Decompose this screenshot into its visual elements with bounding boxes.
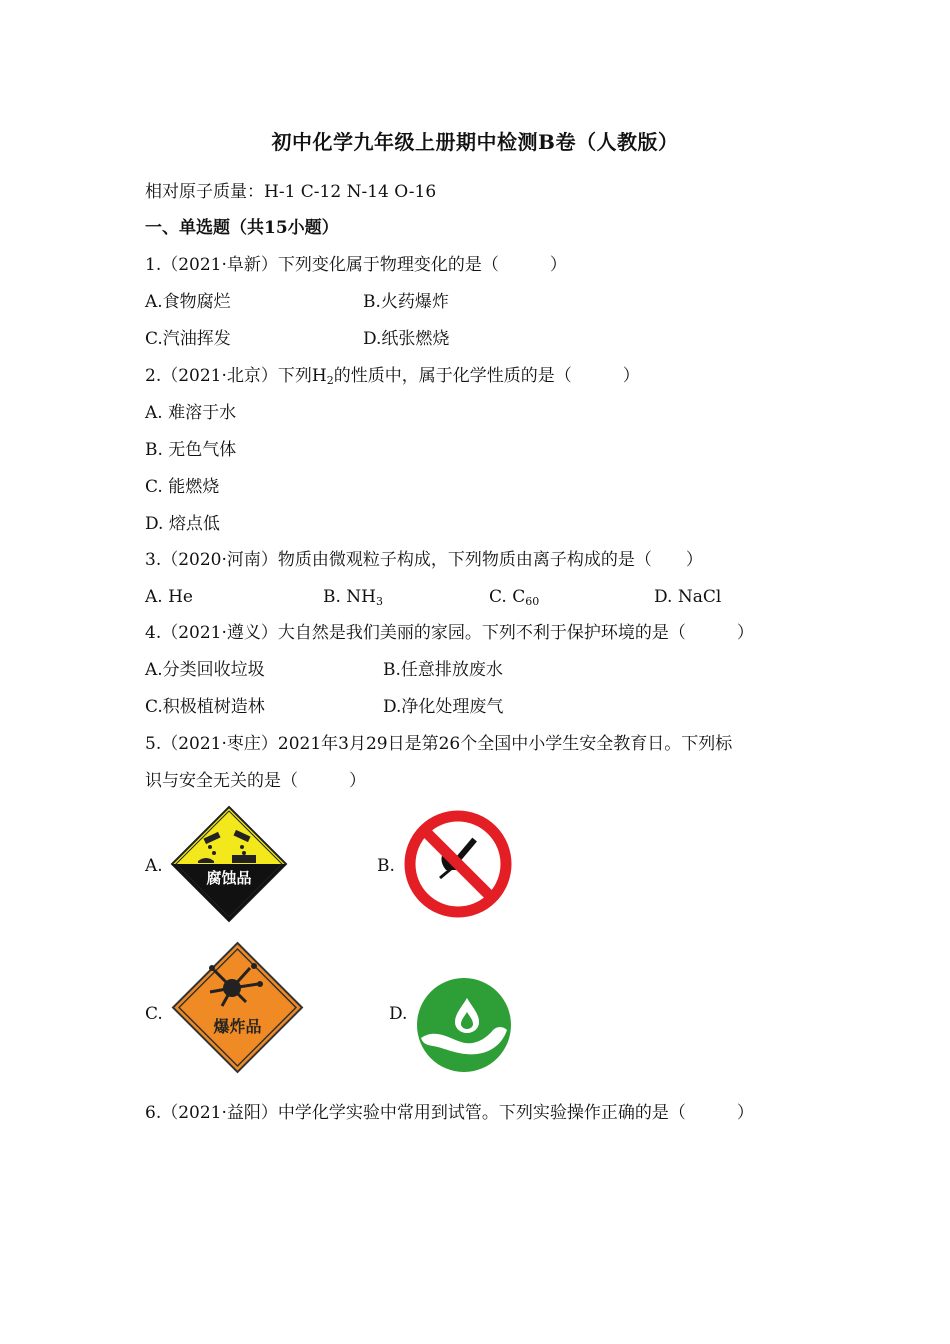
q2-stem-text: 2.（2021·北京）下列H xyxy=(145,366,327,386)
question-1-stem: 1.（2021·阜新）下列变化属于物理变化的是（ ） xyxy=(145,255,567,275)
no-fire-sign-icon[interactable] xyxy=(402,808,514,920)
q2-option-c[interactable]: C. 能燃烧 xyxy=(145,477,220,497)
q3-option-c-subscript: 60 xyxy=(525,595,540,608)
q3-option-b-subscript: 3 xyxy=(376,595,384,608)
question-2-stem xyxy=(145,365,640,392)
question-5-stem-line-1: 5.（2021·枣庄）2021年3月29日是第26个全国中小学生安全教育日。下列标 xyxy=(145,734,733,754)
q1-option-d[interactable]: D.纸张燃烧 xyxy=(363,329,450,349)
atomic-mass-line: 相对原子质量：H-1 C-12 N-14 O-16 xyxy=(145,182,437,202)
q5-option-a-label[interactable]: A. xyxy=(145,856,163,876)
q3-option-d[interactable] xyxy=(654,586,721,608)
q4-option-c[interactable]: C.积极植树造林 xyxy=(145,697,265,717)
question-4-stem: 4.（2021·遵义）大自然是我们美丽的家园。下列不利于保护环境的是（ ） xyxy=(145,623,754,643)
q5-option-d-label[interactable]: D. xyxy=(389,1004,408,1024)
question-5-stem-line-2: 识与安全无关的是（ ） xyxy=(145,771,366,791)
q3-option-a[interactable] xyxy=(145,586,193,608)
q5-option-c-label[interactable]: C. xyxy=(145,1004,163,1024)
q4-option-d[interactable]: D.净化处理废气 xyxy=(383,697,504,717)
q2-option-a[interactable]: A. 难溶于水 xyxy=(145,403,237,423)
corrosive-sign-text: 腐蚀品 xyxy=(206,869,252,887)
q5-option-b-label[interactable]: B. xyxy=(377,856,395,876)
q2-stem-subscript: 2 xyxy=(326,374,334,387)
q2-stem-text-end: 的性质中，属于化学性质的是（ ） xyxy=(333,366,640,386)
q3-option-a-text: A. He xyxy=(145,587,193,607)
q3-option-d-text: D. NaCl xyxy=(654,587,722,607)
section-heading: 一、单选题（共15小题） xyxy=(145,218,339,238)
explosive-sign-icon[interactable] xyxy=(170,940,305,1075)
question-3-stem: 3.（2020·河南）物质由微观粒子构成，下列物质由离子构成的是（ ） xyxy=(145,550,703,570)
question-6-stem: 6.（2021·益阳）中学化学实验中常用到试管。下列实验操作正确的是（ ） xyxy=(145,1103,754,1123)
q3-option-c-text: C. C xyxy=(489,587,526,607)
q1-option-c[interactable]: C.汽油挥发 xyxy=(145,329,231,349)
corrosive-sign-icon[interactable] xyxy=(170,805,288,923)
explosive-sign-text: 爆炸品 xyxy=(213,1017,262,1036)
page-title: 初中化学九年级上册期中检测B卷（人教版） xyxy=(271,130,679,154)
q1-option-b[interactable]: B.火药爆炸 xyxy=(363,292,449,312)
q2-option-d[interactable]: D. 熔点低 xyxy=(145,514,220,534)
water-saving-sign-icon[interactable] xyxy=(415,976,513,1074)
q3-option-c[interactable] xyxy=(489,586,539,613)
q4-option-a[interactable]: A.分类回收垃圾 xyxy=(145,660,265,680)
q4-option-b[interactable]: B.任意排放废水 xyxy=(383,660,503,680)
q3-option-b[interactable] xyxy=(323,586,383,613)
q1-option-a[interactable]: A.食物腐烂 xyxy=(145,292,231,312)
q3-option-b-text: B. NH xyxy=(323,587,377,607)
q2-option-b[interactable]: B. 无色气体 xyxy=(145,440,237,460)
